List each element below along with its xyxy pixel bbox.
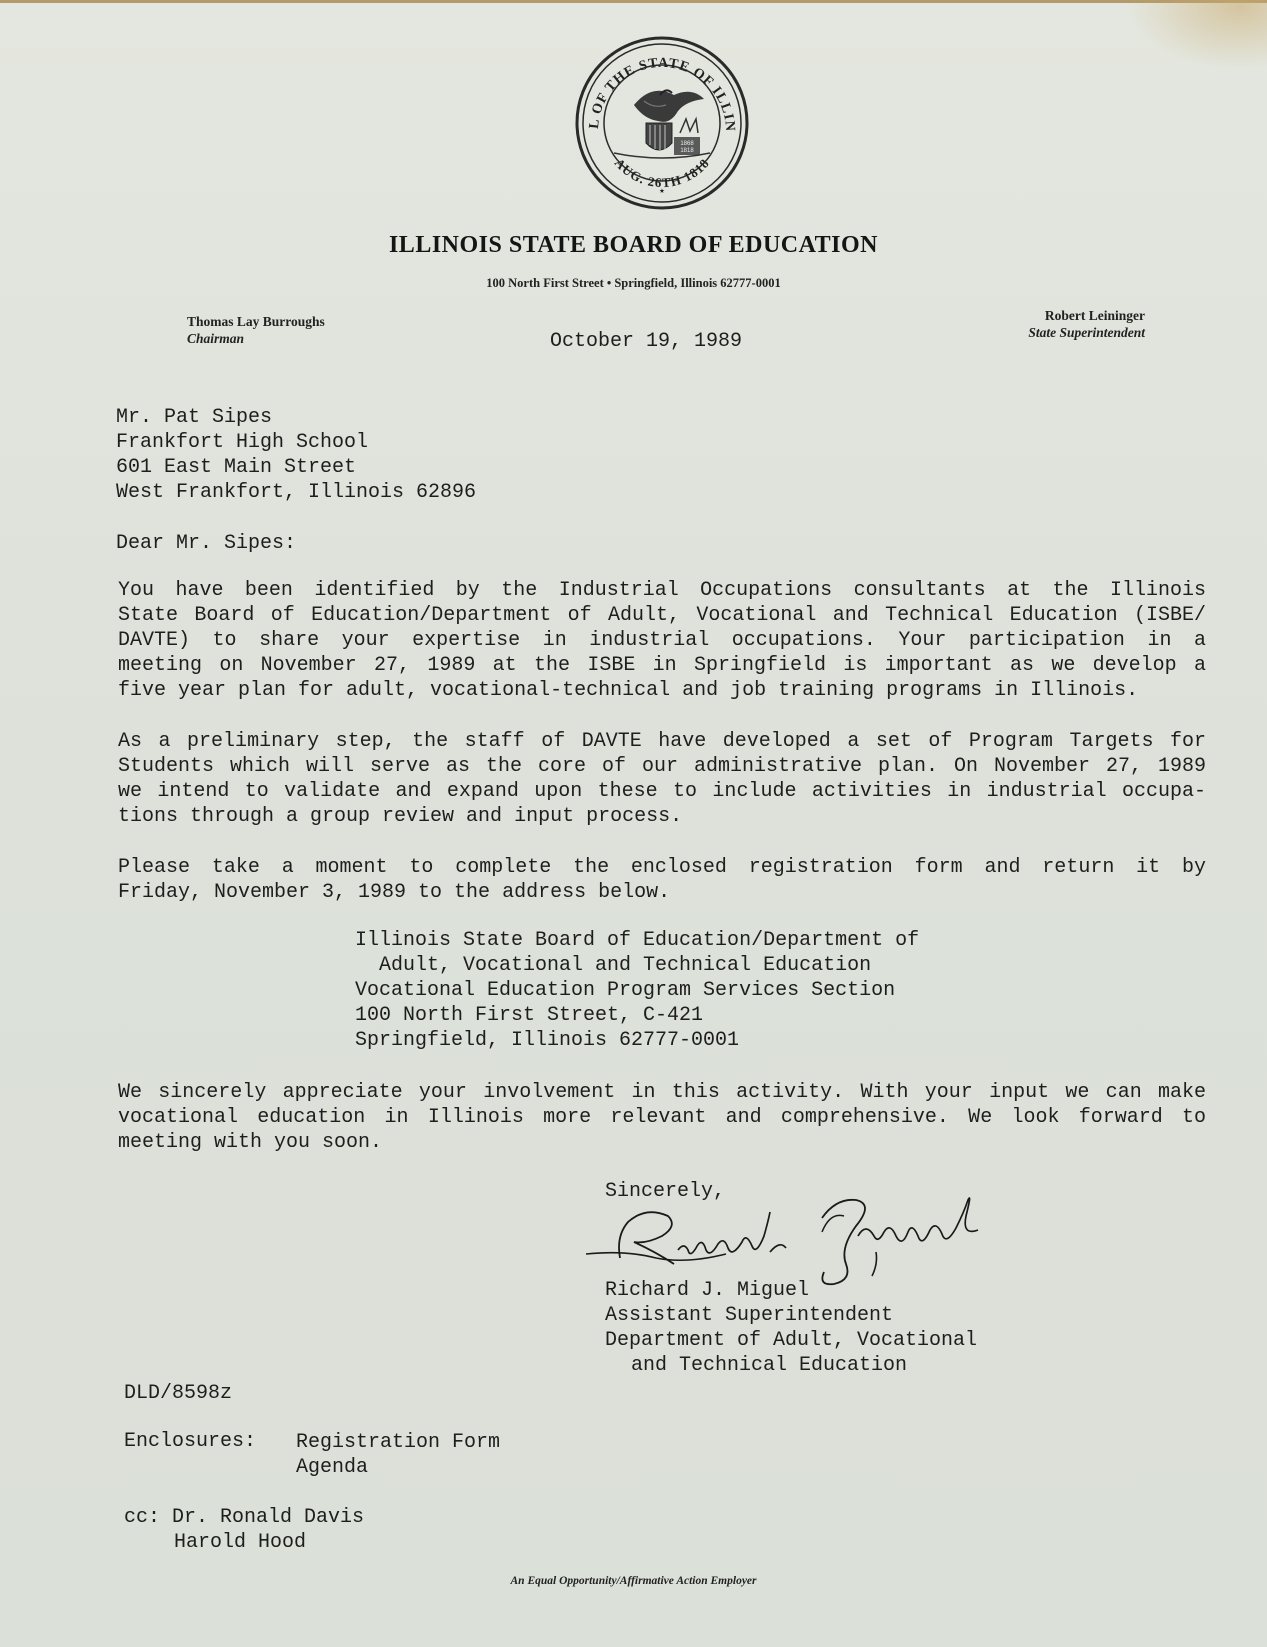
recipient-address — [116, 405, 476, 505]
signer-title: Assistant Superintendent — [605, 1304, 894, 1327]
return-address-line: Adult, Vocational and Technical Education — [379, 954, 872, 977]
svg-text:★: ★ — [659, 186, 665, 196]
handwritten-signature — [586, 1192, 996, 1287]
paragraph-line: We sincerely appreciate your involvement in this activity. With your input we can make — [118, 1081, 1206, 1104]
svg-text:1868: 1868 — [680, 141, 694, 147]
body-paragraph-2 — [118, 729, 1206, 829]
paragraph-line: Please take a moment to complete the enclosed registration form and return it by — [118, 856, 1206, 879]
return-address-line: Springfield, Illinois 62777-0001 — [355, 1029, 740, 1052]
salutation: Dear Mr. Sipes: — [116, 532, 297, 555]
superintendent-name: Robert Leininger — [1044, 308, 1145, 323]
body-paragraph-1 — [118, 578, 1206, 703]
svg-text:SEAL OF THE STATE OF ILLINOIS: L OF THE STATE OF ILLIN — [586, 55, 738, 133]
return-address-line: Vocational Education Program Services Section — [355, 979, 896, 1002]
recipient-line: Frankfort High School — [116, 431, 369, 454]
enclosure-item: Agenda — [296, 1456, 369, 1479]
cc-item: Harold Hood — [174, 1531, 307, 1554]
paragraph-line: meeting on November 27, 1989 at the ISBE in Springfield is important as we develop a — [118, 654, 1206, 677]
paragraph-line: we intend to validate and expand upon these to include activities in industrial occupa- — [118, 780, 1206, 803]
body-paragraph-3 — [118, 855, 1206, 905]
footer-note: An Equal Opportunity/Affirmative Action Employer — [510, 1575, 757, 1587]
svg-text:AUG. 26TH 1818: AUG. 26TH 1818 — [611, 155, 713, 191]
paragraph-line: As a preliminary step, the staff of DAVTE have developed a set of Program Targets for — [118, 730, 1206, 753]
paragraph-line: five year plan for adult, vocational-technical and job training programs in Illinois. — [118, 679, 1139, 702]
page-edge-stain — [0, 0, 1267, 3]
paragraph-line: Friday, November 3, 1989 to the address below. — [118, 881, 671, 904]
recipient-line: Mr. Pat Sipes — [116, 406, 273, 429]
letter-date: October 19, 1989 — [550, 330, 743, 353]
paragraph-line: Students which will serve as the core of our administrative plan. On November 27, 1989 — [118, 755, 1206, 778]
signer-name: Richard J. Miguel — [605, 1279, 810, 1302]
enclosures-list — [296, 1430, 500, 1480]
corner-stain — [1127, 0, 1267, 70]
paragraph-line: meeting with you soon. — [118, 1131, 383, 1154]
superintendent-title: State Superintendent — [1028, 325, 1145, 340]
organization-name: ILLINOIS STATE BOARD OF EDUCATION — [388, 232, 879, 258]
paragraph-line: State Board of Education/Department of Adult, Vocational and Technical Education (ISBE/ — [118, 604, 1206, 627]
superintendent-block — [1028, 307, 1145, 341]
organization-address: 100 North First Street • Springfield, Illinois 62777-0001 — [486, 276, 781, 290]
cc-item: cc: Dr. Ronald Davis — [124, 1506, 365, 1529]
chairman-block — [187, 313, 325, 347]
chairman-name: Thomas Lay Burroughs — [187, 314, 325, 329]
signer-block — [605, 1278, 977, 1378]
return-address-line: Illinois State Board of Education/Department of — [355, 929, 920, 952]
paragraph-line: tions through a group review and input process. — [118, 805, 683, 828]
reference-code: DLD/8598z — [124, 1382, 233, 1405]
recipient-line: West Frankfort, Illinois 62896 — [116, 481, 477, 504]
chairman-title: Chairman — [187, 331, 245, 346]
return-address — [355, 928, 919, 1053]
enclosure-item: Registration Form — [296, 1431, 501, 1454]
paragraph-line: vocational education in Illinois more relevant and comprehensive. We look forward to — [118, 1106, 1206, 1129]
cc-list — [124, 1505, 364, 1555]
recipient-line: 601 East Main Street — [116, 456, 357, 479]
enclosures-label: Enclosures: — [124, 1430, 257, 1453]
paragraph-line: You have been identified by the Industrial Occupations consultants at the Illinois — [118, 579, 1206, 602]
paragraph-line: DAVTE) to share your expertise in industrial occupations. Your participation in a — [118, 629, 1206, 652]
closing: Sincerely, — [605, 1180, 726, 1203]
svg-text:1818: 1818 — [680, 148, 694, 154]
signer-department: and Technical Education — [631, 1354, 908, 1377]
state-seal-icon — [574, 35, 750, 211]
signer-department: Department of Adult, Vocational — [605, 1329, 978, 1352]
body-paragraph-4 — [118, 1080, 1206, 1155]
return-address-line: 100 North First Street, C-421 — [355, 1004, 704, 1027]
